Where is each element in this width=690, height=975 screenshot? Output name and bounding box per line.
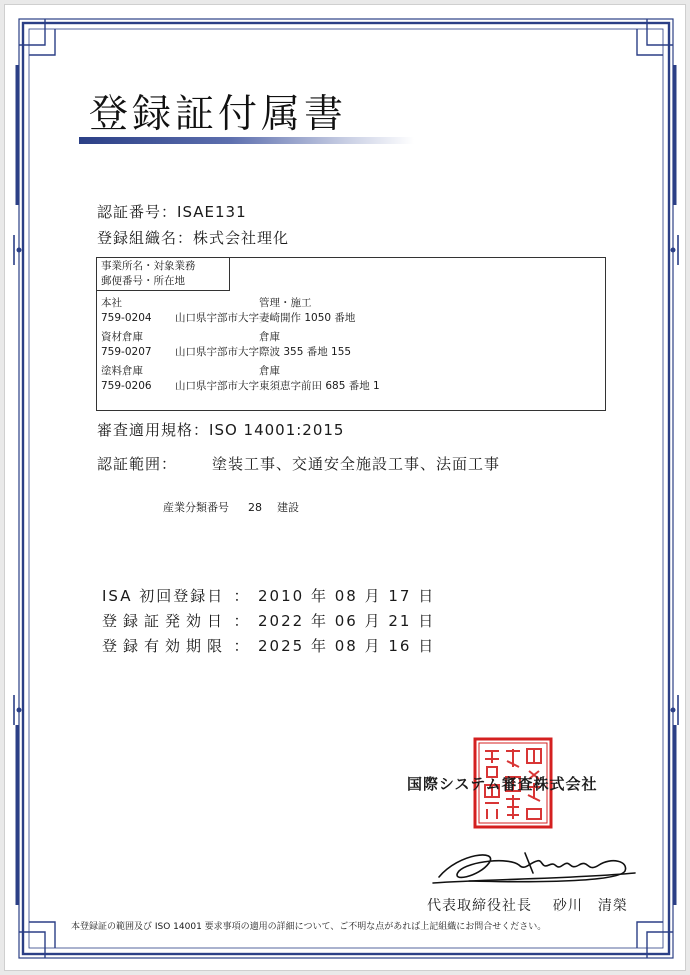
scope-row xyxy=(97,453,500,474)
certificate-sheet xyxy=(4,4,686,971)
date-colon: ： xyxy=(233,637,251,655)
date-row-initial xyxy=(102,585,435,606)
cert-number-label: 認証番号： xyxy=(97,203,178,221)
entry-postal: 759-0204 xyxy=(101,312,152,324)
entry-name: 本社 xyxy=(101,297,122,309)
date-row-expiry xyxy=(102,635,435,656)
industry-code: 28 xyxy=(248,501,262,514)
address-table-header xyxy=(96,257,230,291)
date-colon: ： xyxy=(233,612,251,630)
footer-note: 本登録証の範囲及び ISO 14001 要求事項の適用の詳細について、ご不明な点があれば上記組織にお問合せください。 xyxy=(71,922,547,932)
cert-number-row xyxy=(97,201,247,222)
entry-address: 山口県宇部市大字際波 355 番地 155 xyxy=(175,346,352,358)
organization-label: 登録組織名： xyxy=(97,229,194,247)
date-value: 2010 年 08 月 17 日 xyxy=(258,587,436,605)
representative xyxy=(427,895,628,915)
header-line-1: 事業所名・対象業務 xyxy=(101,260,196,272)
date-value: 2022 年 06 月 21 日 xyxy=(258,612,436,630)
entry-address: 山口県宇部市大字東須恵字前田 685 番地 1 xyxy=(175,380,380,392)
issuer-company: 国際システム審査株式会社 xyxy=(407,775,598,793)
standard-label: 審査適用規格： xyxy=(97,421,210,439)
industry-name: 建設 xyxy=(277,501,299,514)
title-underline xyxy=(79,137,414,144)
entry-postal: 759-0206 xyxy=(101,380,152,392)
scope-label: 認証範囲： xyxy=(97,455,178,473)
entry-role: 管理・施工 xyxy=(259,297,312,309)
industry-label: 産業分類番号 xyxy=(163,501,229,514)
entry-role: 倉庫 xyxy=(259,365,280,377)
date-value: 2025 年 08 月 16 日 xyxy=(258,637,436,655)
organization-row xyxy=(97,227,289,248)
representative-title: 代表取締役社長 xyxy=(427,898,532,914)
date-row-effective xyxy=(102,610,435,631)
signature xyxy=(429,843,639,887)
entry-name: 資材倉庫 xyxy=(101,331,143,343)
standard-row xyxy=(97,419,344,440)
decorative-border xyxy=(5,5,687,972)
date-label: ISA 初回登録日 xyxy=(102,587,225,605)
organization-value: 株式会社理化 xyxy=(193,229,290,247)
address-table xyxy=(96,257,606,411)
date-label: 登録有効期限 xyxy=(102,637,229,655)
address-entry xyxy=(101,330,351,360)
standard-value: ISO 14001:2015 xyxy=(209,421,345,439)
entry-role: 倉庫 xyxy=(259,331,280,343)
address-entry xyxy=(101,296,355,326)
date-colon: ： xyxy=(233,587,251,605)
cert-number-value: ISAE131 xyxy=(177,203,247,221)
address-entry xyxy=(101,364,380,394)
entry-address: 山口県宇部市大字妻崎開作 1050 番地 xyxy=(175,312,356,324)
industry-row xyxy=(163,499,299,515)
header-line-2: 郵便番号・所在地 xyxy=(101,275,185,287)
representative-name: 砂川 清榮 xyxy=(552,898,628,914)
page-title: 登録証付属書 xyxy=(89,92,348,137)
date-label: 登録証発効日 xyxy=(102,612,229,630)
scope-value: 塗装工事、交通安全施設工事、法面工事 xyxy=(212,455,501,473)
entry-postal: 759-0207 xyxy=(101,346,152,358)
entry-name: 塗料倉庫 xyxy=(101,365,143,377)
